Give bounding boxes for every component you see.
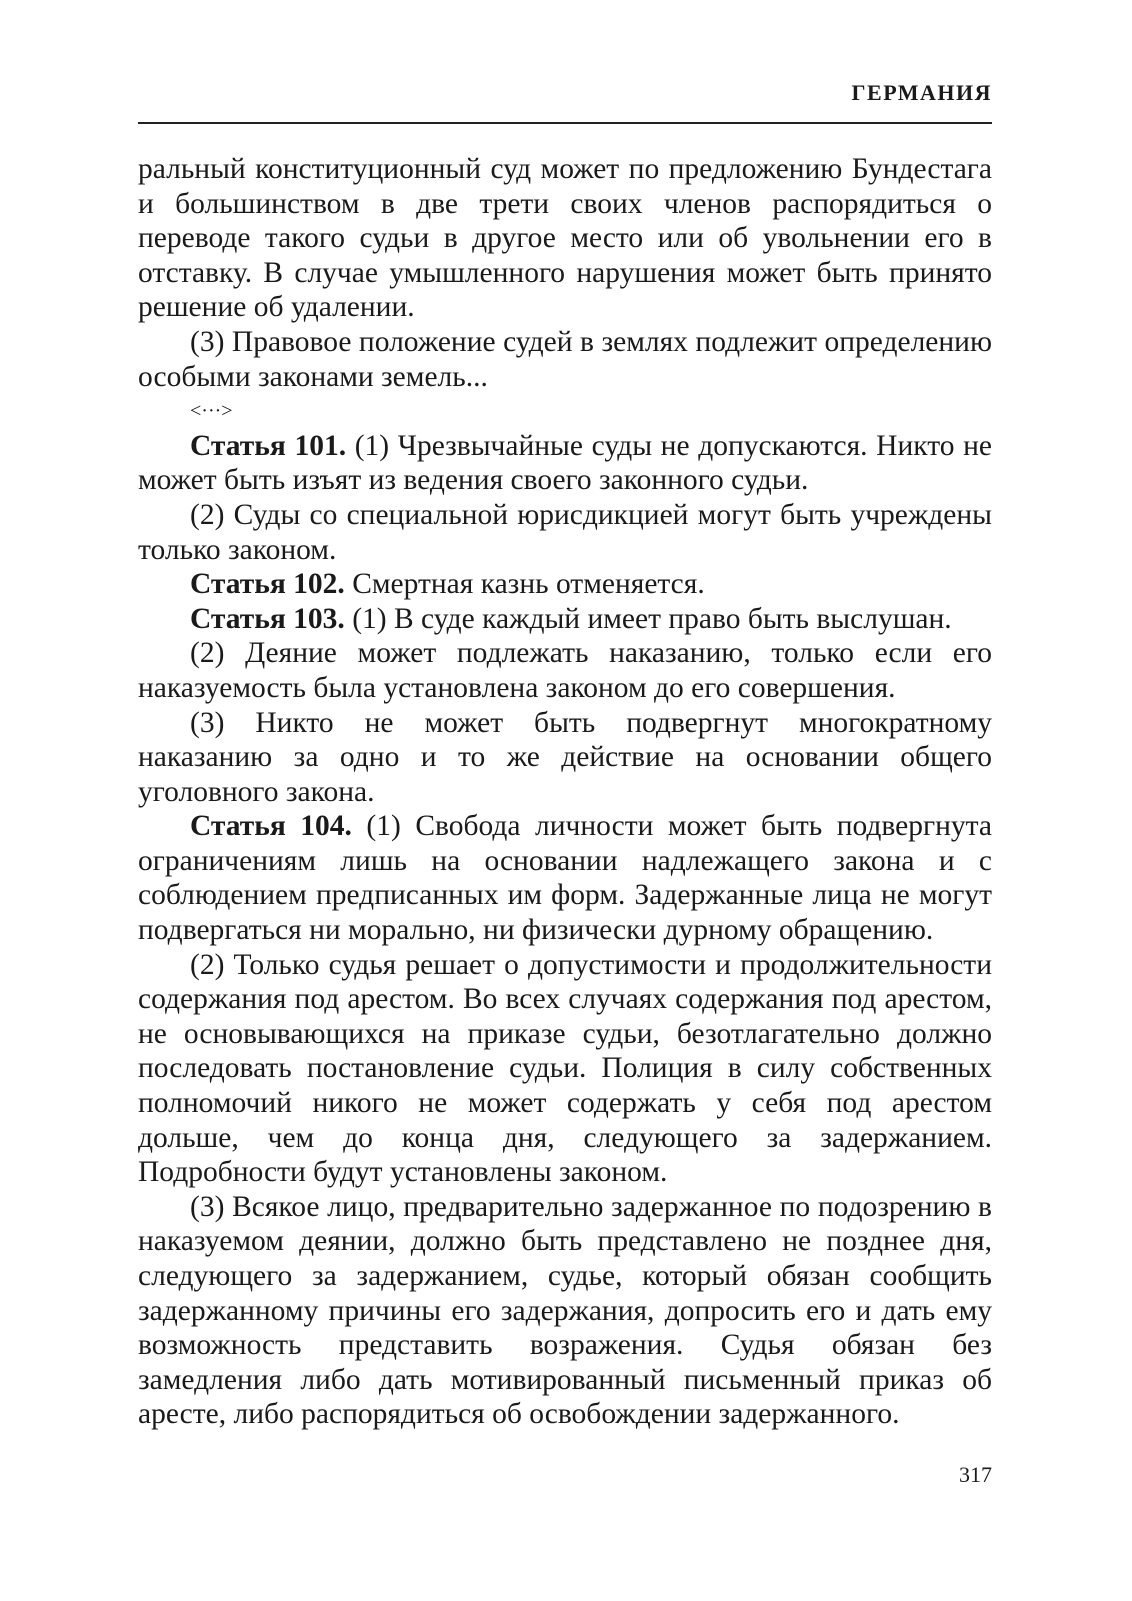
paragraph: (2) Только судья решает о допустимости и продолжительности содержания под арестом. Во всех случаях содержания под арестом, не основывающихся на приказе судьи, безотлагательно должно последовать постановление судьи. Полиция в силу собственных полномочий никого не может содержать у себя под арестом дольше, чем до конца дня, следующего за задержанием. Подробности будут установлены законом. — [138, 948, 992, 1189]
article-102: Статья 102. Смертная казнь отменяется. — [190, 568, 705, 601]
paragraph-continuation: ральный конституционный суд может по предложению Бундестага и большинством в две трети своих членов распорядиться о переводе такого судьи в другое место или об увольнении его в отставку. В случае умышленного нарушения может быть принято решение об удалении. — [138, 153, 992, 324]
running-header — [138, 78, 992, 124]
paragraph: (3) Правовое положение судей в землях подлежит определению особыми законами земель... — [138, 325, 992, 393]
page-number: 317 — [959, 1462, 992, 1487]
paragraph: (2) Суды со специальной юрисдикцией могут быть учреждены только законом. — [138, 498, 992, 566]
page-body — [138, 152, 992, 1432]
paragraph: (3) Всякое лицо, предварительно задержанное по подозрению в наказуемом деянии, должно быть представлено не позднее дня, следующего за задержанием, судье, который обязан сообщить задержанному причины его задержания, допросить его и дать ему возможность представить возражения. Судья обязан без замедления либо дать мотивированный письменный приказ об аресте, либо распорядиться об освобождении задержанного. — [138, 1190, 992, 1431]
omission-mark: <···> — [190, 400, 233, 423]
article-104: Статья 104. (1) Свобода личности может быть подвергнута ограничениям лишь на основании надлежащего закона и с соблюдением предписанных им форм. Задержанные лица не могут подвергаться ни морально, ни физически дурному обращению. — [138, 810, 992, 947]
article-label: Статья 102. — [190, 568, 345, 601]
article-101: Статья 101. (1) Чрезвычайные суды не допускаются. Никто не может быть изъят из ведения своего законного судьи. — [138, 429, 992, 497]
paragraph: (3) Никто не может быть подвергнут многократному наказанию за одно и то же действие на основании общего уголовного закона. — [138, 706, 992, 808]
article-103: Статья 103. (1) В суде каждый имеет право быть выслушан. — [190, 602, 952, 635]
article-label: Статья 101. — [190, 429, 347, 462]
article-label: Статья 104. — [190, 810, 352, 843]
running-header-title: ГЕРМАНИЯ — [851, 80, 992, 105]
paragraph: (2) Деяние может подлежать наказанию, только если его наказуемость была установлена законом до его совершения. — [138, 637, 992, 704]
article-label: Статья 103. — [190, 602, 345, 635]
